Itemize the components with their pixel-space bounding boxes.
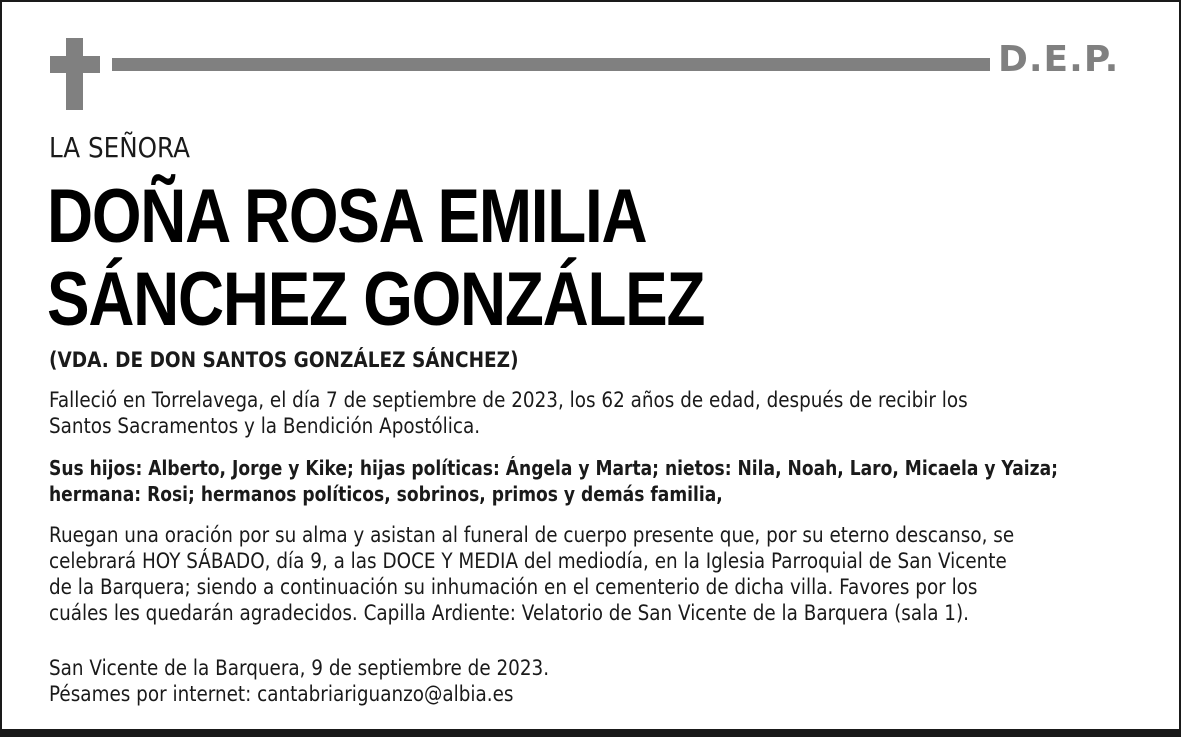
family-line: hermana: Rosi; hermanos políticos, sobrinos, primos y demás familia, [49,482,723,506]
funeral-line: Ruegan una oración por su alma y asistan al funeral de cuerpo presente que, por su eterno descanso, se [49,523,1015,547]
funeral-line: de la Barquera; siendo a continuación su inhumación en el cementerio de dicha villa. Favores por los [49,575,978,599]
widow-line: (VDA. DE DON SANTOS GONZÁLEZ SÁNCHEZ) [49,348,519,372]
condolences-email[interactable]: Pésames por internet: cantabriariguanzo@albia.es [49,682,514,706]
cross-icon [50,38,100,110]
funeral-details [49,522,1014,626]
family-line: Sus hijos: Alberto, Jorge y Kike; hijas políticas: Ángela y Marta; nietos: Nila, Noah, Laro, Micaela y Yaiza; [49,456,1058,480]
funeral-line: cuáles les quedarán agradecidos. Capilla Ardiente: Velatorio de San Vicente de la Barquera (sala 1). [49,601,970,625]
death-notice-line: Santos Sacramentos y la Bendición Apostólica. [49,414,481,438]
family-list [49,455,1058,507]
dep-label: D.E.P. [998,39,1120,80]
funeral-line: celebrará HOY SÁBADO, día 9, a las DOCE Y MEDIA del mediodía, en la Iglesia Parroquial de San Vicente [49,549,1007,573]
header-rule [112,58,990,71]
death-notice-line: Falleció en Torrelavega, el día 7 de septiembre de 2023, los 62 años de edad, después de recibir los [49,388,968,412]
deceased-name-line1: DOÑA ROSA EMILIA [47,174,647,259]
place-date: San Vicente de la Barquera, 9 de septiembre de 2023. [49,656,550,680]
deceased-name-line2: SÁNCHEZ GONZÁLEZ [47,257,705,342]
death-notice [49,387,968,439]
footer [49,655,549,707]
honorific: LA SEÑORA [49,131,191,164]
